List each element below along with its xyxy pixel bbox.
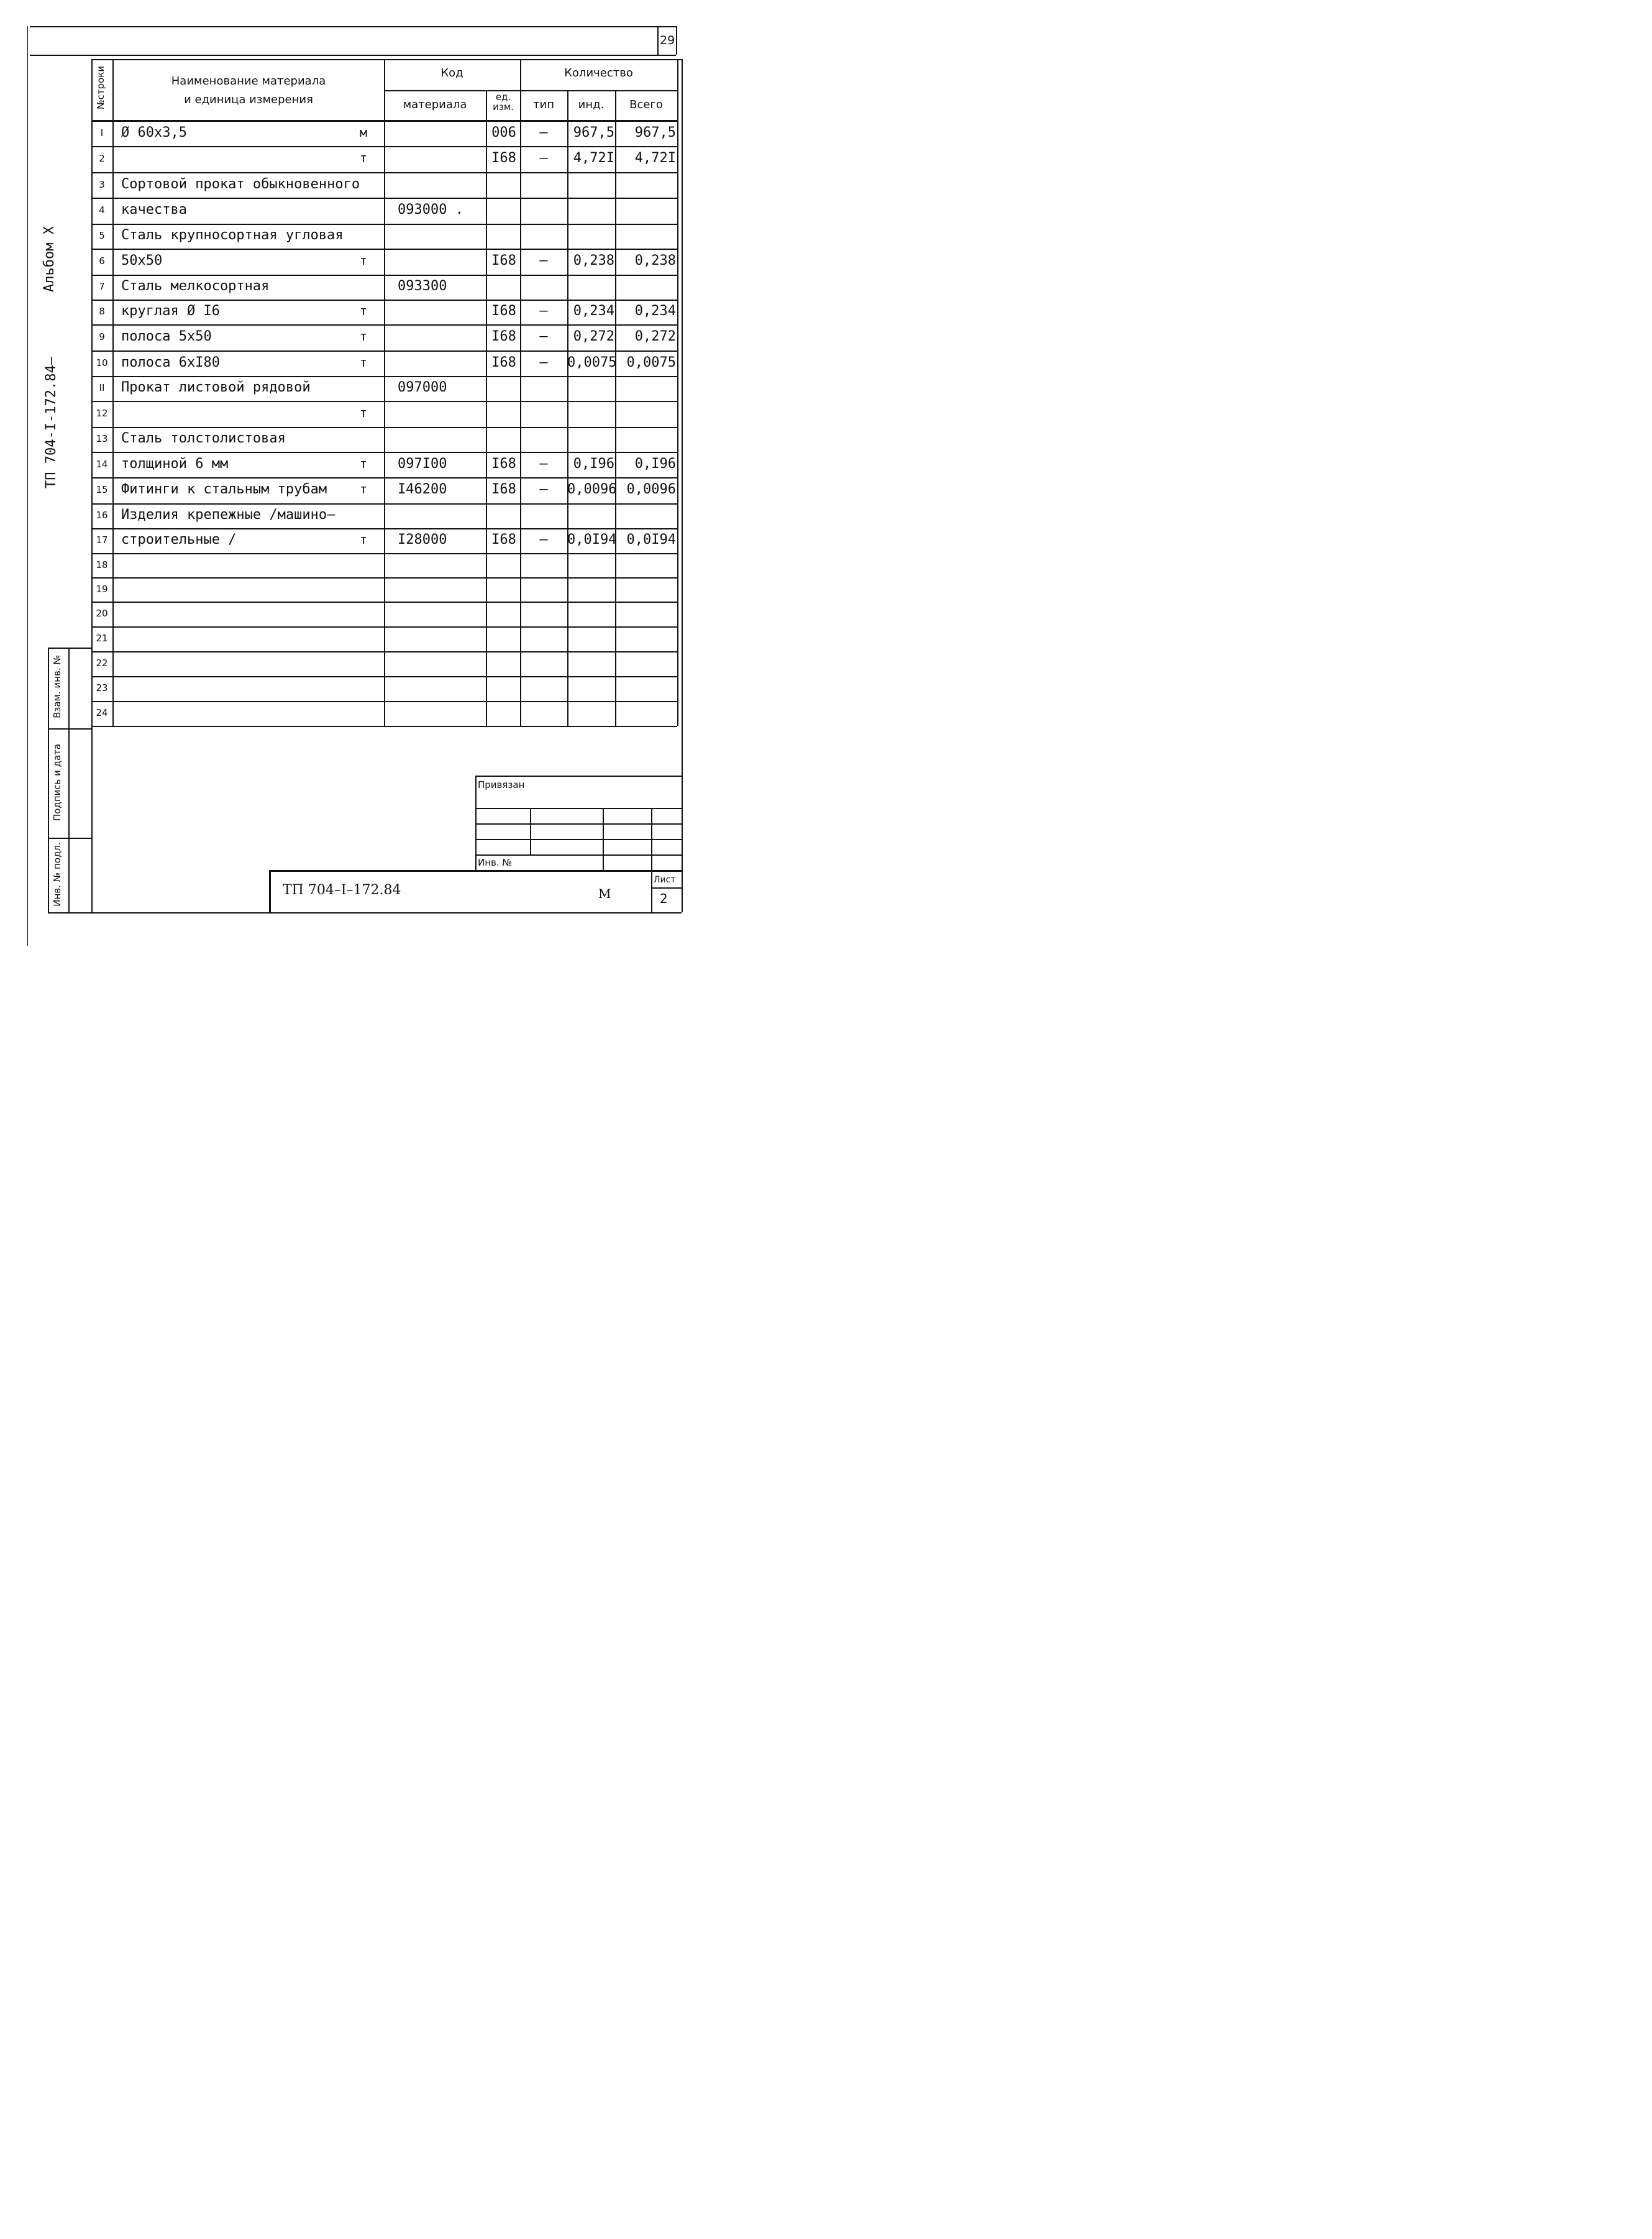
qty-type: – [539,150,548,166]
header-bottom [91,120,677,122]
row-divider [91,376,677,377]
stamp-sheet-label: Лист [654,875,676,885]
material-name: толщиной 6 мм [121,456,229,472]
unit-code: I68 [491,532,516,547]
row-number: 9 [99,331,105,342]
row-divider [91,577,677,579]
row-number: 12 [96,408,108,419]
row-number: 13 [96,433,108,444]
stamp-title-left [269,870,271,912]
header-code: Код [440,66,463,80]
material-name: полоса 6хI80 [121,354,220,370]
row-number: 2 [99,153,105,164]
qty-type: – [539,303,548,319]
stamp-doc-code: ТП 704–I–172.84 [283,882,401,898]
qty-ind: 0,0096 [567,482,617,497]
material-code: 093300 [398,278,447,294]
row-number: 10 [96,357,108,369]
col-total-right [677,59,678,726]
material-code: 093000 . [398,202,463,217]
row-divider [91,503,677,505]
row-number: 16 [96,510,108,521]
row-number: 17 [96,534,108,546]
material-unit: т [359,150,368,165]
row-number: 20 [96,608,108,619]
qty-total: 967,5 [634,125,676,140]
stamp-title-top [269,870,682,872]
row-number: 15 [96,484,108,495]
top-border [30,26,676,27]
material-unit: т [359,253,368,268]
stamp-privyazan-top [475,776,682,777]
qty-total: 0,234 [634,303,676,319]
unit-code: I68 [491,354,516,370]
row-number: 22 [96,657,108,669]
row-number: 18 [96,559,108,570]
row-divider [91,651,677,652]
inv-podl-label: Инв. № подл. [52,842,63,907]
qty-type: – [539,125,548,140]
row-divider [91,401,677,402]
frame-bottom [91,912,682,913]
material-name: качества [121,202,187,217]
material-unit: т [359,532,368,547]
row-divider [91,676,677,677]
page-box-right [676,26,677,55]
side-doc-code: ТП 704-I-172.84– [43,357,59,488]
stamp-strip-div1 [48,728,91,730]
unit-code: I68 [491,253,516,268]
qty-total: 0,0I94 [626,532,676,547]
header-rownum: №строки [95,65,106,110]
row-divider [91,452,677,453]
row-divider [91,249,677,250]
col-code-mid [486,90,487,726]
material-unit: т [359,456,368,471]
qty-total: 0,238 [634,253,676,268]
row-divider [91,602,677,603]
qty-ind: 0,I96 [573,456,614,472]
stamp-strip-top [48,648,91,649]
row-number: 8 [99,306,105,317]
row-divider [91,146,677,147]
top-border-lower [30,55,676,56]
material-name: Фитинги к стальным трубам [121,482,327,497]
header-code-unit: ед. изм. [493,91,514,112]
material-name: 50х50 [121,253,163,268]
material-name: полоса 5х50 [121,329,212,344]
stamp-privyazan: Привязан [478,779,525,790]
stamp-sheet-value: 2 [660,891,668,906]
qty-type: – [539,253,548,268]
qty-ind: 0,0I94 [567,532,617,547]
material-code: I28000 [398,532,447,547]
row-number: I [100,127,104,139]
album-label: Альбом X [42,226,57,292]
material-name: Изделия крепежные /машино– [121,507,335,523]
header-qty: Количество [564,66,633,80]
stamp-left [475,776,477,870]
row-number: 7 [99,281,105,292]
header-name-line2: и единица измерения [184,93,313,106]
qty-ind: 967,5 [573,125,614,140]
row-divider [91,477,677,478]
material-code: 097000 [398,380,447,395]
stamp-strip-bottom [48,912,91,913]
row-divider [91,350,677,352]
qty-total: 0,272 [634,329,676,344]
material-name: Сортовой прокат обыкновенного [121,176,360,192]
vzam-inv-label: Взам. инв. № [52,655,63,718]
row-divider [91,427,677,428]
stamp-strip-mid [68,648,70,912]
material-unit: т [359,482,368,497]
material-name: круглая Ø I6 [121,303,220,319]
row-number: 4 [99,204,105,216]
binding-edge [27,26,28,946]
row-number: 3 [99,178,105,190]
material-name: Сталь мелкосортная [121,278,270,294]
header-top [91,59,682,60]
frame-right [682,59,683,912]
qty-type: – [539,354,548,370]
material-unit: т [359,329,368,344]
row-number: 23 [96,682,108,694]
stamp-grid-v1 [530,808,531,854]
stamp-grid-v3 [651,808,652,912]
unit-code: I68 [491,303,516,319]
row-divider [91,324,677,326]
header-mid [384,90,677,91]
unit-code: I68 [491,150,516,166]
qty-total: 0,0075 [626,354,676,370]
row-number: 6 [99,255,105,267]
material-name: Ø 60х3,5 [121,125,187,140]
header-name-line1: Наименование материала [171,75,326,88]
row-number: 24 [96,707,108,718]
material-name: Сталь крупносортная угловая [121,227,344,243]
material-unit: т [359,303,368,318]
podpis-data-label: Подпись и дата [52,743,63,822]
stamp-strip-left [48,648,49,912]
material-code: I46200 [398,482,447,497]
row-divider [91,300,677,301]
qty-ind: 4,72I [573,150,614,166]
row-divider [91,726,677,727]
material-name: Сталь толстолистовая [121,431,286,446]
row-divider [91,701,677,702]
row-divider [91,528,677,529]
qty-ind: 0,0075 [567,354,617,370]
qty-type: – [539,482,548,497]
unit-code: I68 [491,329,516,344]
stamp-grid-v2 [603,808,604,870]
row-divider [91,553,677,554]
qty-ind: 0,238 [573,253,614,268]
row-number: 21 [96,633,108,644]
qty-ind: 0,272 [573,329,614,344]
stamp-inv-no: Инв. № [478,857,513,868]
qty-total: 4,72I [634,150,676,166]
col-ind-right [615,90,616,726]
unit-code: I68 [491,456,516,472]
col-type-right [567,90,568,726]
unit-code: I68 [491,482,516,497]
header-qty-ind: инд. [578,98,605,111]
header-qty-type: тип [533,98,554,111]
row-number: 14 [96,458,108,470]
header-code-material: материала [403,98,467,111]
qty-type: – [539,329,548,344]
qty-type: – [539,532,548,547]
row-divider [91,275,677,276]
row-divider [91,224,677,225]
material-name: Прокат листовой рядовой [121,380,311,395]
material-unit: т [359,405,368,420]
material-name: строительные / [121,532,237,547]
row-divider [91,198,677,199]
header-qty-total: Всего [629,98,663,111]
row-divider [91,626,677,628]
row-number: 19 [96,583,108,595]
qty-total: 0,I96 [634,456,676,472]
row-divider [91,172,677,173]
row-number: II [99,382,105,393]
page-number: 29 [660,34,675,47]
stamp-mark: М [598,886,611,901]
material-unit: м [359,125,368,140]
qty-type: – [539,456,548,472]
stamp-sheet-divider [651,887,682,889]
row-number: 5 [99,230,105,241]
qty-total: 0,0096 [626,482,676,497]
material-code: 097I00 [398,456,447,472]
qty-ind: 0,234 [573,303,614,319]
material-unit: т [359,354,368,370]
unit-code: 006 [491,125,516,140]
